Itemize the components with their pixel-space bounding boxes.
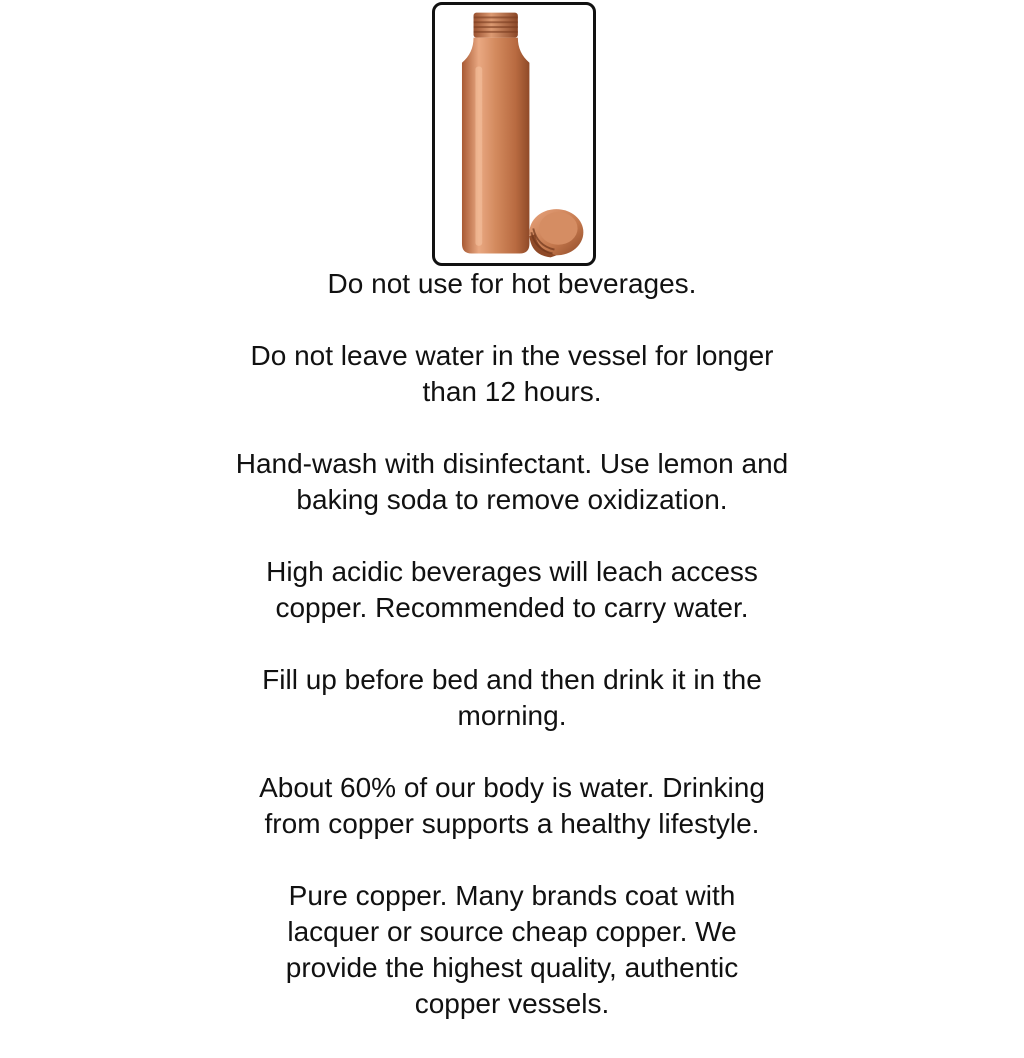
care-note-water-duration	[0, 338, 1024, 410]
product-image-frame	[432, 2, 596, 266]
care-note-hot-beverages	[0, 266, 1024, 302]
care-note-line: Pure copper. Many brands coat with	[288, 880, 736, 911]
care-note-line: High acidic beverages will leach access	[266, 556, 758, 587]
care-note-acidic-beverages	[0, 554, 1024, 626]
care-note-health	[0, 770, 1024, 842]
care-note-line: from copper supports a healthy lifestyle.	[264, 808, 760, 839]
bottle-cap	[529, 209, 583, 257]
care-note-line: lacquer or source cheap copper. We	[287, 916, 737, 947]
care-note-line: About 60% of our body is water. Drinking	[259, 772, 765, 803]
care-note-line: Fill up before bed and then drink it in the	[262, 664, 762, 695]
care-note-cleaning	[0, 446, 1024, 518]
care-note-line: morning.	[457, 700, 567, 731]
care-note-line: Do not use for hot beverages.	[327, 268, 697, 299]
bottle-neck	[474, 13, 518, 38]
copper-bottle-icon	[435, 5, 593, 263]
bottle-body	[462, 38, 529, 254]
care-note-pure-copper	[0, 878, 1024, 1022]
care-note-line: Hand-wash with disinfectant. Use lemon and	[235, 448, 789, 479]
care-note-line: provide the highest quality, authentic	[285, 952, 739, 983]
care-note-line: baking soda to remove oxidization.	[296, 484, 728, 515]
care-note-line: copper. Recommended to carry water.	[275, 592, 749, 623]
care-note-overnight	[0, 662, 1024, 734]
care-note-line: copper vessels.	[414, 988, 610, 1019]
care-note-line: Do not leave water in the vessel for longer	[250, 340, 774, 371]
care-note-line: than 12 hours.	[422, 376, 602, 407]
care-instructions	[0, 266, 1024, 1058]
